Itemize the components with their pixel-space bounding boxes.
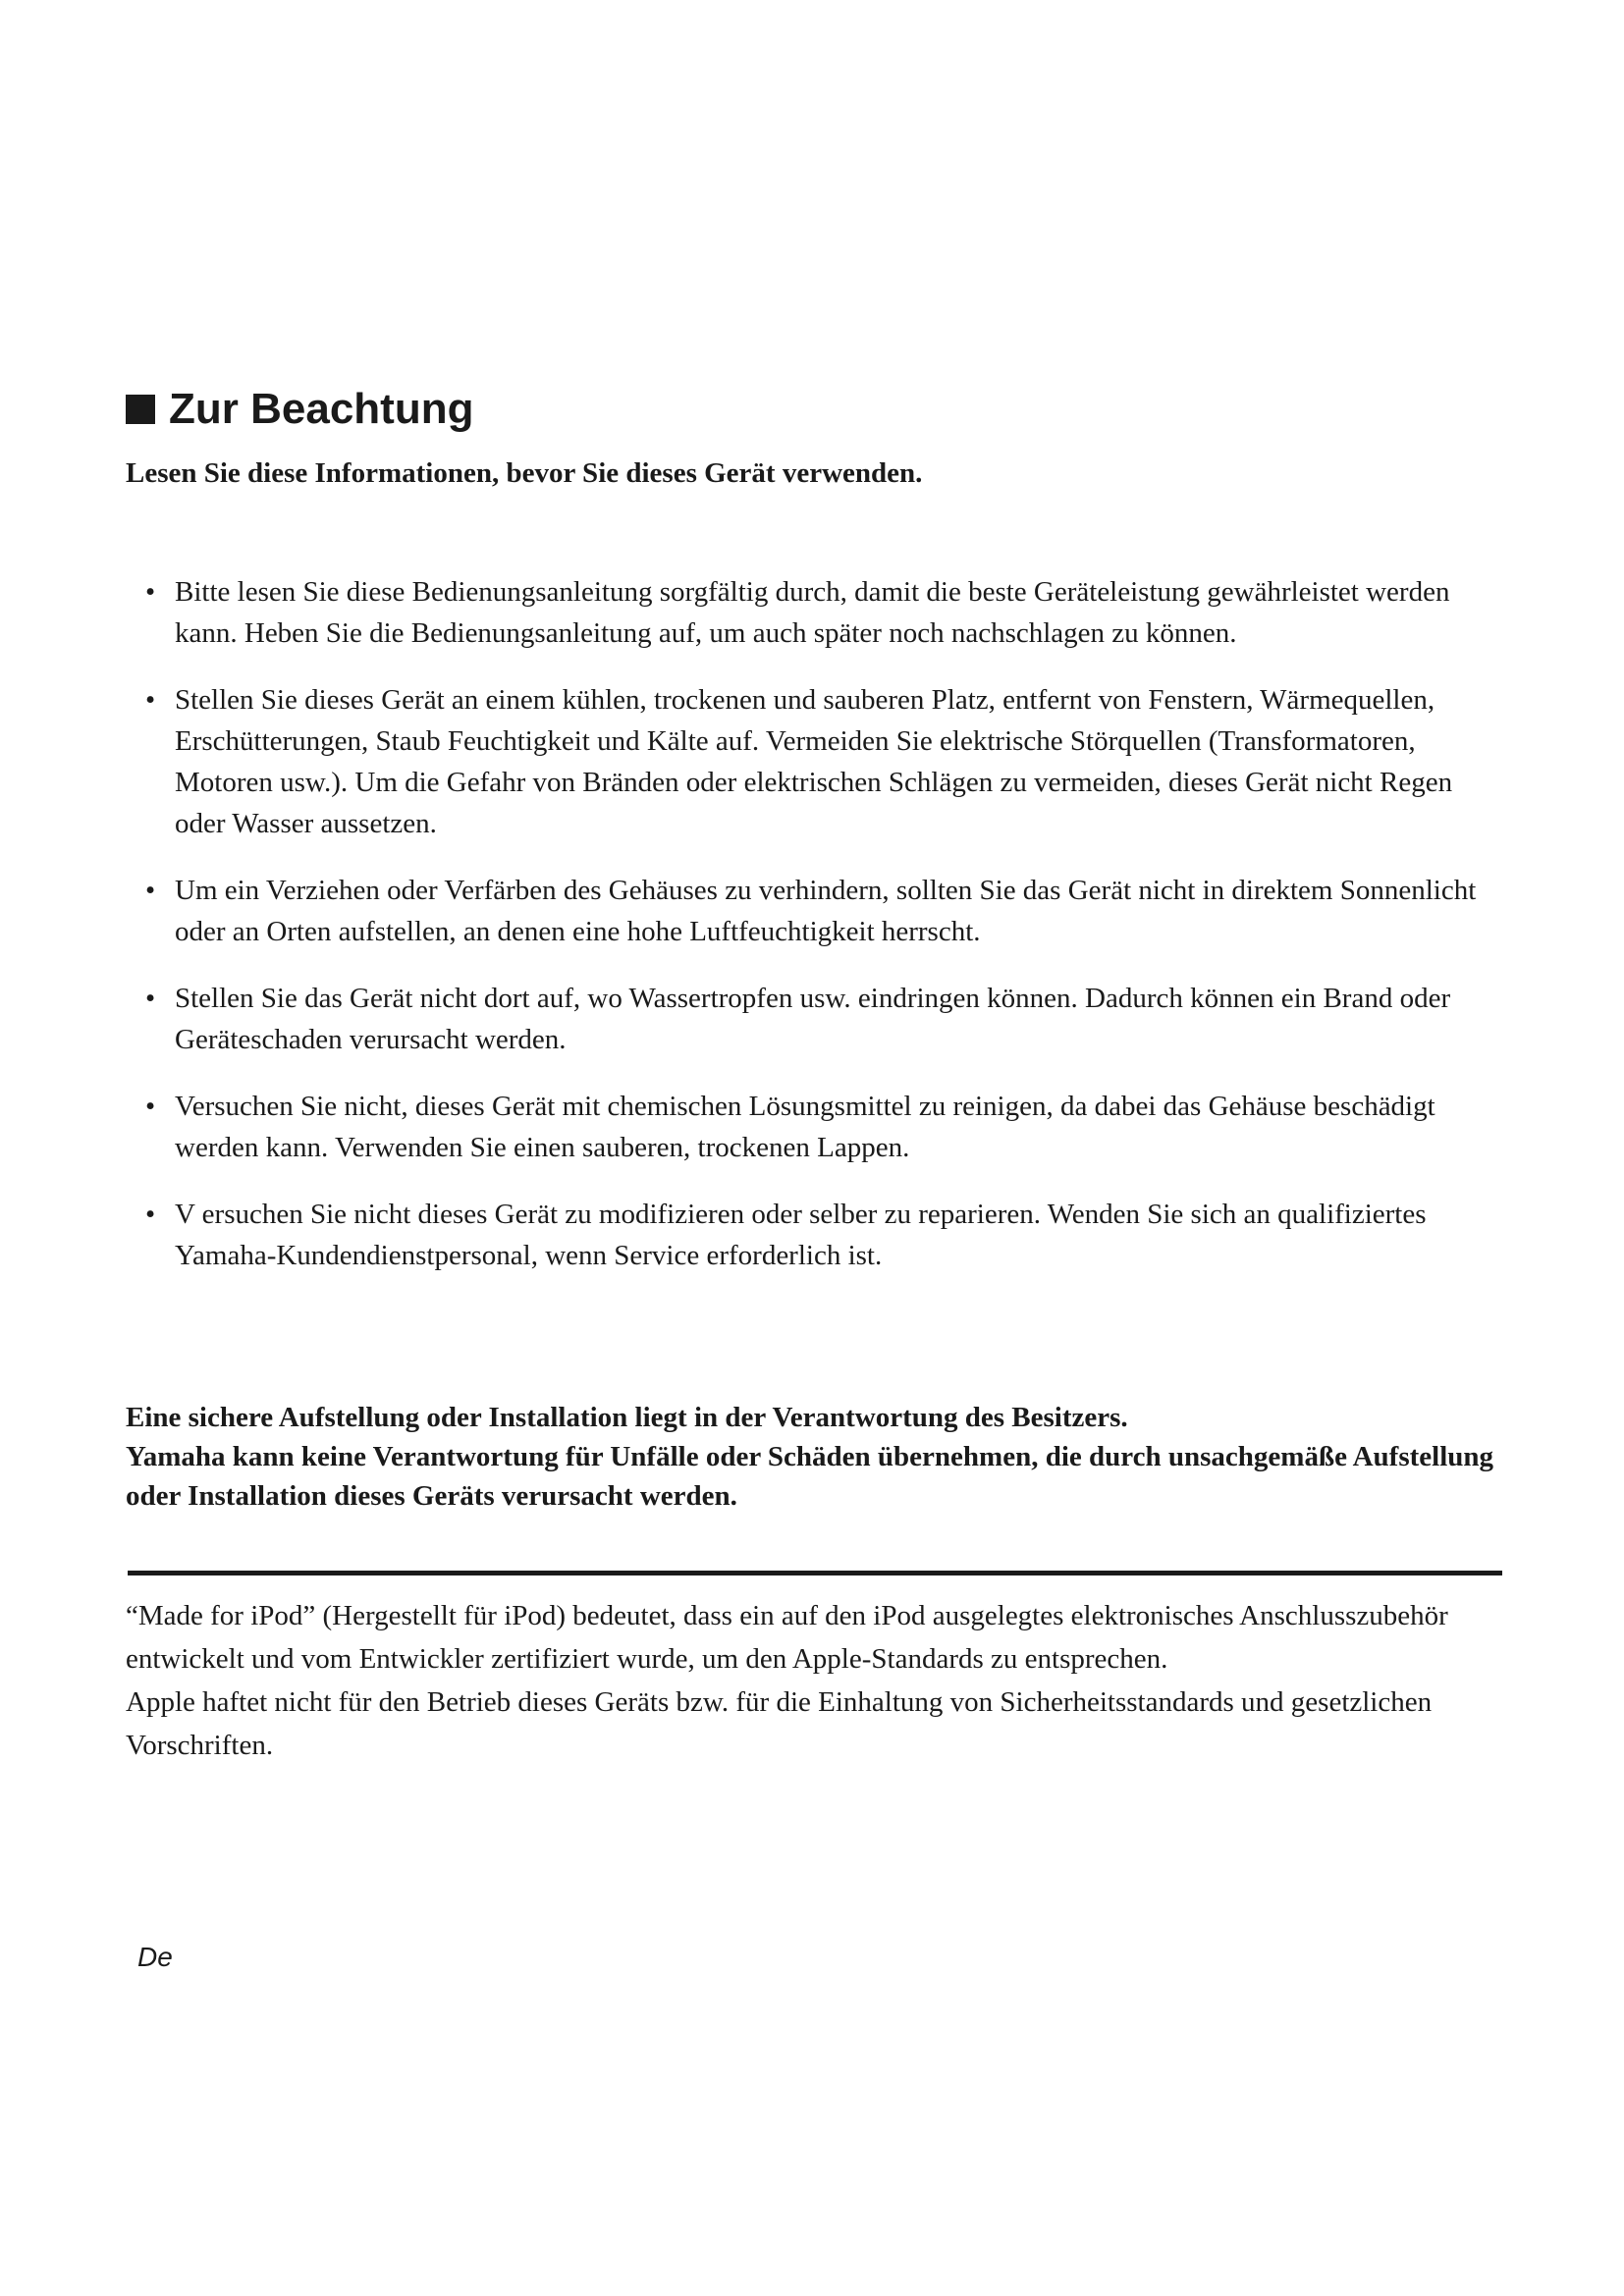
list-item-text: Bitte lesen Sie diese Bedienungsanleitung sorgfältig durch, damit die beste Geräteleistung gewährleistet werden kann. Heben Sie die Bedienungsanleitung auf, um auch später noch nachschlagen zu können. bbox=[175, 576, 1450, 649]
section-heading bbox=[126, 385, 473, 434]
section-subtitle: Lesen Sie diese Informationen, bevor Sie dieses Gerät verwenden. bbox=[126, 457, 923, 489]
list-item bbox=[145, 978, 1500, 1060]
ipod-notice-paragraph-2: Apple haftet nicht für den Betrieb dieses Geräts bzw. für die Einhaltung von Sicherheitsstandards und gesetzlichen Vorschriften. bbox=[126, 1686, 1433, 1761]
list-item bbox=[145, 1086, 1500, 1168]
warning-line-1: Eine sichere Aufstellung oder Installation liegt in der Verantwortung des Besitzers. bbox=[126, 1402, 1128, 1433]
list-item-text: Stellen Sie dieses Gerät an einem kühlen, trockenen und sauberen Platz, entfernt von Fenstern, Wärmequellen, Erschütterungen, Staub Feuchtigkeit und Kälte auf. Vermeiden Sie elektrische Störquellen (Transformatoren, Motoren usw.). Um die Gefahr von Bränden oder elektrischen Schlägen zu vermeiden, dieses Gerät nicht Regen oder Wasser aussetzen. bbox=[175, 684, 1453, 839]
ipod-notice bbox=[126, 1594, 1520, 1767]
precautions-list bbox=[145, 571, 1500, 1302]
ipod-notice-paragraph-1: “Made for iPod” (Hergestellt für iPod) bedeutet, dass ein auf den iPod ausgelegtes elektronisches Anschlusszubehör entwickelt und vom Entwickler zertifiziert wurde, um den Apple-Standards zu entsprechen. bbox=[126, 1600, 1448, 1675]
section-title: Zur Beachtung bbox=[169, 385, 474, 433]
warning-line-2: Yamaha kann keine Verantwortung für Unfälle oder Schäden übernehmen, die durch unsachgemäße Aufstellung oder Installation dieses Geräts verursacht werden. bbox=[126, 1441, 1494, 1512]
bullet-icon: • bbox=[145, 983, 156, 1014]
list-item-text: V ersuchen Sie nicht dieses Gerät zu modifizieren oder selber zu reparieren. Wenden Sie sich an qualifiziertes Yamaha-Kundendienstpersonal, wenn Service erforderlich ist. bbox=[175, 1199, 1427, 1271]
list-item-text: Versuchen Sie nicht, dieses Gerät mit chemischen Lösungsmittel zu reinigen, da dabei das Gehäuse beschädigt werden kann. Verwenden Sie einen sauberen, trockenen Lappen. bbox=[175, 1091, 1435, 1163]
bullet-icon: • bbox=[145, 1091, 156, 1122]
bullet-icon: • bbox=[145, 684, 156, 716]
bullet-icon: • bbox=[145, 875, 156, 906]
square-bullet-icon bbox=[126, 395, 155, 424]
horizontal-divider bbox=[128, 1571, 1502, 1575]
list-item-text: Um ein Verziehen oder Verfärben des Gehäuses zu verhindern, sollten Sie das Gerät nicht in direktem Sonnenlicht oder an Orten aufstellen, an denen eine hohe Luftfeuchtigkeit herrscht. bbox=[175, 875, 1477, 947]
bullet-icon: • bbox=[145, 1199, 156, 1230]
list-item bbox=[145, 571, 1500, 654]
responsibility-warning bbox=[126, 1398, 1520, 1516]
list-item bbox=[145, 870, 1500, 952]
bullet-icon: • bbox=[145, 576, 156, 608]
list-item bbox=[145, 1194, 1500, 1276]
list-item bbox=[145, 679, 1500, 844]
list-item-text: Stellen Sie das Gerät nicht dort auf, wo Wassertropfen usw. eindringen können. Dadurch können ein Brand oder Geräteschaden verursacht werden. bbox=[175, 983, 1451, 1055]
language-code: De bbox=[137, 1942, 173, 1972]
